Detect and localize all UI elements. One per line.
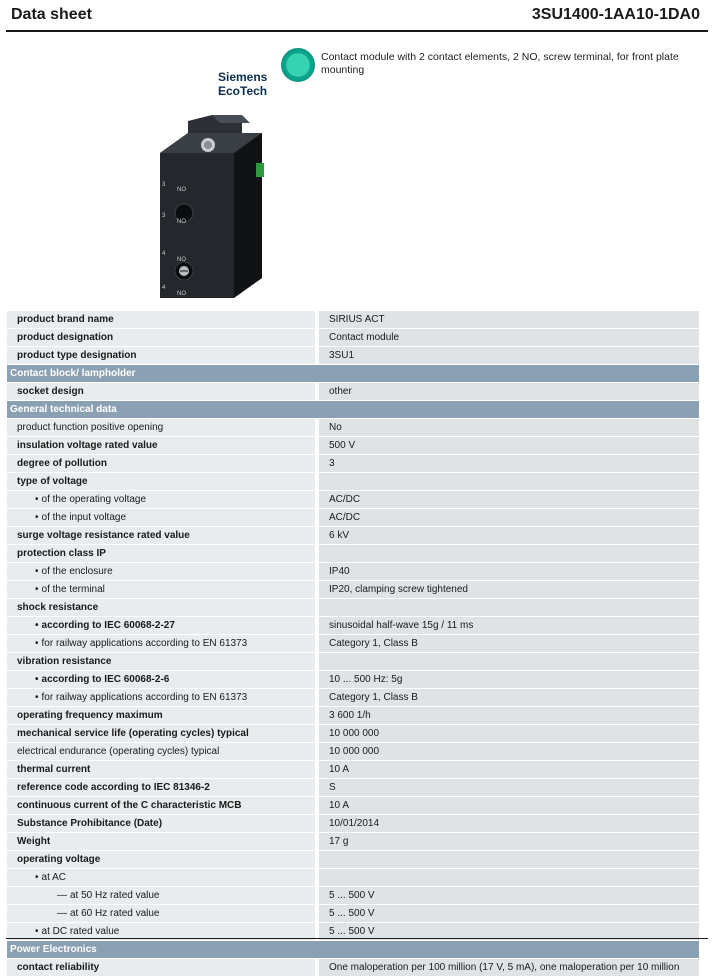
spec-label — [7, 545, 315, 562]
terminal-label: 3 — [162, 213, 166, 219]
spec-value: sinusoidal half-wave 15g / 11 ms — [319, 617, 699, 634]
footer-divider — [6, 938, 708, 939]
spec-label-text: • at AC — [35, 872, 66, 883]
terminal-label: NO — [177, 257, 186, 263]
section-header-label: Power Electronics — [10, 944, 97, 955]
section-header-label: Contact block/ lampholder — [10, 368, 136, 379]
spec-value: AC/DC — [319, 509, 699, 526]
spec-label-text: • of the operating voltage — [35, 494, 146, 505]
spec-label — [7, 473, 315, 490]
spec-label — [7, 455, 315, 472]
spec-value: 5 ... 500 V — [319, 923, 699, 940]
article-number: 3SU1400-1AA10-1DA0 — [531, 6, 700, 23]
spec-row — [7, 599, 699, 617]
terminal-label: NO — [177, 219, 186, 225]
spec-row — [7, 653, 699, 671]
terminal-label: NO — [177, 187, 186, 193]
spec-row — [7, 851, 699, 869]
spec-label-text: product function positive opening — [17, 422, 164, 433]
spec-label-text: • according to IEC 60068-2-6 — [35, 674, 169, 685]
spec-row — [7, 833, 699, 851]
spec-label — [7, 707, 315, 724]
spec-value: AC/DC — [319, 491, 699, 508]
spec-label — [7, 617, 315, 634]
spec-label-text: socket design — [17, 386, 84, 397]
section-header — [7, 401, 699, 419]
spec-row — [7, 311, 699, 329]
spec-row — [7, 959, 699, 977]
spec-row — [7, 887, 699, 905]
spec-value — [319, 473, 699, 490]
spec-label — [7, 725, 315, 742]
spec-label-text: operating frequency maximum — [17, 710, 163, 721]
spec-value — [319, 653, 699, 670]
spec-row — [7, 509, 699, 527]
brand-logo-line1: Siemens — [218, 70, 268, 84]
page-header — [0, 0, 714, 32]
ecotech-badge-icon — [281, 48, 315, 82]
spec-label-text: • for railway applications according to EN 61373 — [35, 692, 247, 703]
spec-value: 17 g — [319, 833, 699, 850]
spec-label — [7, 329, 315, 346]
spec-label-text: • for railway applications according to EN 61373 — [35, 638, 247, 649]
spec-value: other — [319, 383, 699, 400]
spec-label-text: type of voltage — [17, 476, 88, 487]
spec-label — [7, 491, 315, 508]
spec-label — [7, 851, 315, 868]
spec-value: 3 — [319, 455, 699, 472]
spec-value: 3 600 1/h — [319, 707, 699, 724]
spec-row — [7, 779, 699, 797]
spec-row — [7, 581, 699, 599]
spec-row — [7, 635, 699, 653]
spec-label — [7, 581, 315, 598]
spec-label-text: — at 60 Hz rated value — [57, 908, 160, 919]
spec-row — [7, 383, 699, 401]
spec-label-text: product designation — [17, 332, 114, 343]
spec-value: 5 ... 500 V — [319, 887, 699, 904]
spec-label — [7, 743, 315, 760]
terminal-label: 3 — [162, 182, 166, 188]
spec-label-text: reference code according to IEC 81346-2 — [17, 782, 210, 793]
spec-label — [7, 635, 315, 652]
spec-label — [7, 509, 315, 526]
spec-label — [7, 419, 315, 436]
spec-label-text: — at 50 Hz rated value — [57, 890, 160, 901]
spec-label-text: insulation voltage rated value — [17, 440, 158, 451]
spec-value — [319, 869, 699, 886]
brand-logo-line2: EcoTech — [218, 84, 268, 98]
spec-row — [7, 545, 699, 563]
spec-value — [319, 599, 699, 616]
spec-row — [7, 905, 699, 923]
spec-label — [7, 761, 315, 778]
spec-row — [7, 329, 699, 347]
spec-label-text: product brand name — [17, 314, 114, 325]
spec-value: 10/01/2014 — [319, 815, 699, 832]
spec-label — [7, 527, 315, 544]
product-description: Contact module with 2 contact elements, 2 NO, screw terminal, for front plate mounting — [321, 51, 679, 76]
terminal-label: 4 — [162, 251, 166, 257]
spec-label-text: Weight — [17, 836, 51, 847]
spec-row — [7, 455, 699, 473]
spec-label-text: surge voltage resistance rated value — [17, 530, 190, 541]
spec-label — [7, 347, 315, 364]
spec-label-text: shock resistance — [17, 602, 99, 613]
spec-value: 10 000 000 — [319, 725, 699, 742]
spec-row — [7, 869, 699, 887]
spec-row — [7, 347, 699, 365]
spec-value: 10 A — [319, 797, 699, 814]
spec-value: Category 1, Class B — [319, 689, 699, 706]
spec-row — [7, 419, 699, 437]
spec-row — [7, 707, 699, 725]
spec-value: SIRIUS ACT — [319, 311, 699, 328]
spec-label — [7, 779, 315, 796]
spec-value: 10 ... 500 Hz: 5g — [319, 671, 699, 688]
section-header-label: General technical data — [10, 404, 117, 415]
spec-label-text: continuous current of the C characteristic MCB — [17, 800, 242, 811]
spec-value: 3SU1 — [319, 347, 699, 364]
spec-value: Contact module — [319, 329, 699, 346]
spec-label — [7, 815, 315, 832]
terminal-label: 4 — [162, 285, 166, 291]
spec-row — [7, 725, 699, 743]
terminal-label: NO — [177, 291, 186, 297]
spec-label-text: • according to IEC 60068-2-27 — [35, 620, 175, 631]
spec-value: 5 ... 500 V — [319, 905, 699, 922]
spec-label-text: protection class IP — [17, 548, 106, 559]
spec-value: 10 A — [319, 761, 699, 778]
spec-label — [7, 869, 315, 886]
spec-label-text: operating voltage — [17, 854, 101, 865]
spec-label — [7, 437, 315, 454]
contact-module-image — [150, 113, 270, 303]
spec-label-text: • of the input voltage — [35, 512, 126, 523]
spec-label — [7, 797, 315, 814]
spec-label-text: product type designation — [17, 350, 137, 361]
spec-table — [7, 311, 699, 977]
spec-row — [7, 563, 699, 581]
spec-value: 10 000 000 — [319, 743, 699, 760]
spec-row — [7, 437, 699, 455]
spec-label — [7, 671, 315, 688]
spec-row — [7, 815, 699, 833]
spec-value: IP40 — [319, 563, 699, 580]
spec-row — [7, 797, 699, 815]
spec-label — [7, 833, 315, 850]
spec-value: S — [319, 779, 699, 796]
spec-row — [7, 473, 699, 491]
spec-label-text: thermal current — [17, 764, 91, 775]
page-title: Data sheet — [11, 6, 92, 23]
spec-label — [7, 887, 315, 904]
spec-row — [7, 743, 699, 761]
spec-value: 500 V — [319, 437, 699, 454]
spec-value — [319, 851, 699, 868]
spec-value: Category 1, Class B — [319, 635, 699, 652]
spec-label-text: degree of pollution — [17, 458, 107, 469]
spec-row — [7, 491, 699, 509]
spec-label-text: • of the enclosure — [35, 566, 113, 577]
spec-value: 6 kV — [319, 527, 699, 544]
spec-label — [7, 599, 315, 616]
spec-label — [7, 311, 315, 328]
spec-label — [7, 653, 315, 670]
spec-row — [7, 617, 699, 635]
spec-label-text: • at DC rated value — [35, 926, 119, 937]
spec-label-text: contact reliability — [17, 962, 100, 973]
spec-label-text: Substance Prohibitance (Date) — [17, 818, 163, 829]
spec-label-text: • of the terminal — [35, 584, 105, 595]
section-header — [7, 941, 699, 959]
spec-label — [7, 959, 315, 976]
spec-row — [7, 761, 699, 779]
spec-label-text: mechanical service life (operating cycles) typical — [17, 728, 249, 739]
spec-value: No — [319, 419, 699, 436]
spec-row — [7, 527, 699, 545]
spec-label — [7, 563, 315, 580]
brand-logo — [218, 70, 267, 98]
spec-row — [7, 671, 699, 689]
spec-label — [7, 383, 315, 400]
spec-label-text: vibration resistance — [17, 656, 112, 667]
spec-label-text: electrical endurance (operating cycles) typical — [17, 746, 220, 757]
spec-row — [7, 689, 699, 707]
spec-label — [7, 689, 315, 706]
spec-value — [319, 545, 699, 562]
section-header — [7, 365, 699, 383]
spec-value: IP20, clamping screw tightened — [319, 581, 699, 598]
header-divider — [6, 30, 708, 32]
spec-value: One maloperation per 100 million (17 V, 5 mA), one maloperation per 10 million — [319, 959, 699, 976]
spec-label — [7, 905, 315, 922]
